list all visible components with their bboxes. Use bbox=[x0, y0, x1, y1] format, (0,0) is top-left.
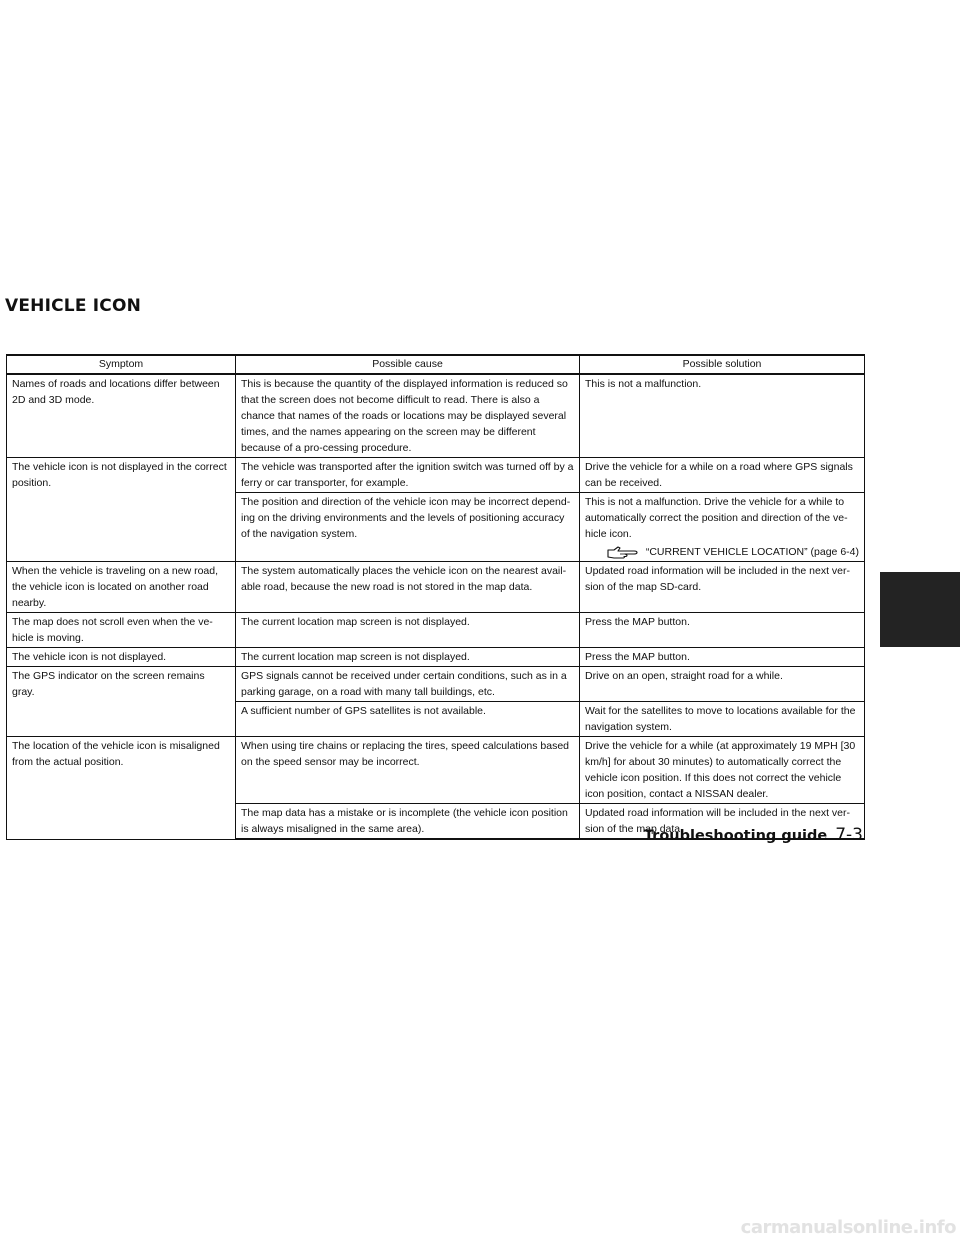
cause-cell: When using tire chains or replacing the tires, speed calculations based on the speed sensor may be incorrect. bbox=[236, 737, 580, 804]
chapter-tab bbox=[880, 572, 960, 647]
solution-text: Press the MAP button. bbox=[585, 651, 690, 663]
pointing-hand-icon bbox=[606, 544, 640, 560]
symptom-cell: The GPS indicator on the screen remains gray. bbox=[7, 667, 236, 737]
solution-text: Updated road information will be included in the next ver-sion of the map SD-card. bbox=[585, 565, 850, 593]
header-symptom: Symptom bbox=[7, 355, 236, 374]
cause-cell: The current location map screen is not displayed. bbox=[236, 613, 580, 648]
symptom-cell: When the vehicle is traveling on a new road, the vehicle icon is located on another road nearby. bbox=[7, 562, 236, 613]
solution-text: Press the MAP button. bbox=[585, 616, 690, 628]
cause-cell: The position and direction of the vehicle icon may be incorrect depend-ing on the driving environments and the levels of positioning accuracy of the navigation system. bbox=[236, 493, 580, 562]
symptom-cell: The vehicle icon is not displayed. bbox=[7, 648, 236, 667]
symptom-cell: The location of the vehicle icon is misaligned from the actual position. bbox=[7, 737, 236, 840]
table-header bbox=[7, 355, 865, 374]
solution-cell bbox=[580, 458, 865, 493]
symptom-cell: The vehicle icon is not displayed in the correct position. bbox=[7, 458, 236, 562]
footer-page-number: 7-3 bbox=[835, 825, 863, 845]
table-body bbox=[7, 374, 865, 839]
watermark-logo: carmanualsonline.info bbox=[740, 1217, 956, 1238]
table-row bbox=[7, 613, 865, 648]
table-row bbox=[7, 458, 865, 493]
solution-cell bbox=[580, 737, 865, 804]
cause-cell: The vehicle was transported after the ignition switch was turned off by a ferry or car transporter, for example. bbox=[236, 458, 580, 493]
footer-chapter-title: Troubleshooting guide bbox=[643, 828, 828, 844]
solution-text: This is not a malfunction. bbox=[585, 378, 702, 390]
troubleshooting-table bbox=[6, 354, 865, 840]
page-footer bbox=[644, 825, 863, 845]
table-row bbox=[7, 667, 865, 702]
solution-cell bbox=[580, 613, 865, 648]
symptom-cell: Names of roads and locations differ between 2D and 3D mode. bbox=[7, 374, 236, 458]
solution-text: Drive on an open, straight road for a while. bbox=[585, 670, 783, 682]
solution-cell bbox=[580, 667, 865, 702]
table-row bbox=[7, 648, 865, 667]
solution-text: Wait for the satellites to move to locations available for the navigation system. bbox=[585, 705, 856, 733]
solution-text: Updated road information will be included in the next ver-sion of the map data. bbox=[585, 807, 850, 835]
solution-cell bbox=[580, 702, 865, 737]
cross-reference bbox=[585, 544, 859, 560]
solution-cell bbox=[580, 562, 865, 613]
cause-cell: The map data has a mistake or is incomplete (the vehicle icon position is always misaligned in the same area). bbox=[236, 804, 580, 840]
reference-text: “CURRENT VEHICLE LOCATION” (page 6-4) bbox=[645, 546, 859, 558]
table-row bbox=[7, 737, 865, 804]
cause-cell: This is because the quantity of the displayed information is reduced so that the screen does not become difficult to read. There is also a chance that names of the roads or locations may be displayed several times, and the names appearing on the screen may be different because of a pro-cessing procedure. bbox=[236, 374, 580, 458]
symptom-cell: The map does not scroll even when the ve-hicle is moving. bbox=[7, 613, 236, 648]
solution-text: Drive the vehicle for a while on a road where GPS signals can be received. bbox=[585, 461, 853, 489]
table-row bbox=[7, 562, 865, 613]
solution-cell bbox=[580, 374, 865, 458]
header-possible-solution: Possible solution bbox=[580, 355, 865, 374]
cause-cell: The current location map screen is not displayed. bbox=[236, 648, 580, 667]
cause-cell: The system automatically places the vehicle icon on the nearest avail-able road, because the new road is not stored in the map data. bbox=[236, 562, 580, 613]
solution-text: This is not a malfunction. Drive the vehicle for a while to automatically correct the position and direction of the ve-hicle icon. bbox=[585, 496, 848, 540]
solution-text: Drive the vehicle for a while (at approximately 19 MPH [30 km/h] for about 30 minutes) to automatically correct the vehicle icon position. If this does not correct the vehicle icon position, contact a NISSAN dealer. bbox=[585, 740, 856, 800]
section-title: VEHICLE ICON bbox=[5, 296, 142, 316]
solution-cell bbox=[580, 648, 865, 667]
cause-cell: A sufficient number of GPS satellites is not available. bbox=[236, 702, 580, 737]
header-possible-cause: Possible cause bbox=[236, 355, 580, 374]
solution-cell bbox=[580, 493, 865, 562]
cause-cell: GPS signals cannot be received under certain conditions, such as in a parking garage, on a road with many tall buildings, etc. bbox=[236, 667, 580, 702]
table-row bbox=[7, 374, 865, 458]
